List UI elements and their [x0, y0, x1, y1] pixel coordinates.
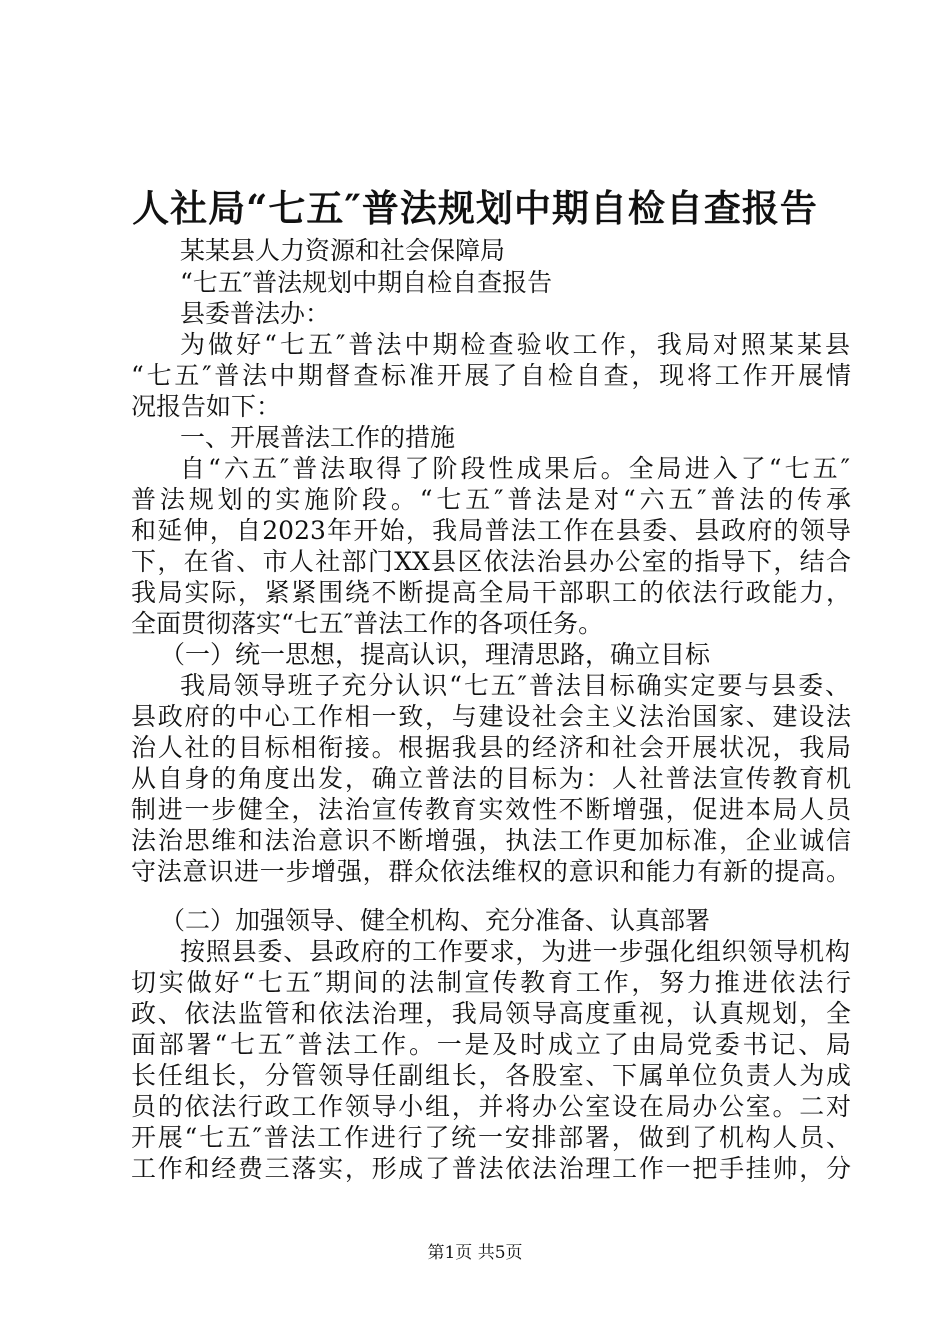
- paragraph-line: “七五″普法中期督查标准开展了自检自查，现将工作开展情: [131, 361, 851, 390]
- paragraph-line: 治人社的目标相衔接。根据我县的经济和社会开展状况，我局: [131, 733, 851, 762]
- paragraph-line: 为做好“七五″普法中期检查验收工作，我局对照某某县: [180, 330, 850, 359]
- paragraph-line: 我局实际，紧紧围绕不断提高全局干部职工的依法行政能力，: [131, 578, 851, 607]
- paragraph-line: 按照县委、县政府的工作要求，为进一步强化组织领导机构: [180, 937, 850, 966]
- section-heading: 一、开展普法工作的措施: [180, 423, 456, 452]
- paragraph-line: 从自身的角度出发，确立普法的目标为：人社普法宣传教育机: [131, 764, 851, 793]
- paragraph-line: 全面贯彻落实“七五″普法工作的各项任务。: [131, 609, 604, 638]
- paragraph-line: 自“六五″普法取得了阶段性成果后。全局进入了“七五″: [180, 454, 850, 483]
- paragraph-line: 切实做好“七五″期间的法制宣传教育工作，努力推进依法行: [131, 968, 851, 997]
- paragraph-line: 我局领导班子充分认识“七五″普法目标确实定要与县委、: [180, 671, 850, 700]
- page-number: 第1页 共5页: [427, 1243, 523, 1263]
- paragraph-line: 长任组长，分管领导任副组长，各股室、下属单位负责人为成: [131, 1061, 851, 1090]
- addressee-line: 县委普法办：: [180, 299, 331, 328]
- paragraph-line: 下，在省、市人社部门XX县区依法治县办公室的指导下，结合: [131, 547, 851, 576]
- document-title: 人社局“七五″普法规划中期自检自查报告: [132, 186, 818, 230]
- report-subtitle-line: “七五″普法规划中期自检自查报告: [180, 268, 553, 297]
- paragraph-line: 政、依法监管和依法治理，我局领导高度重视，认真规划，全: [131, 999, 851, 1028]
- subsection-heading: （二）加强领导、健全机构、充分准备、认真部署: [160, 906, 711, 935]
- paragraph-line: 守法意识进一步增强，群众依法维权的意识和能力有新的提高。: [131, 857, 851, 886]
- paragraph-line: 制进一步健全，法治宣传教育实效性不断增强，促进本局人员: [131, 795, 851, 824]
- paragraph-line: 面部署“七五″普法工作。一是及时成立了由局党委书记、局: [131, 1030, 851, 1059]
- paragraph-line: 况报告如下：: [131, 392, 282, 421]
- paragraph-line: 工作和经费三落实，形成了普法依法治理工作一把手挂帅，分: [131, 1154, 851, 1183]
- paragraph-line: 员的依法行政工作领导小组，并将办公室设在局办公室。二对: [131, 1092, 851, 1121]
- paragraph-line: 县政府的中心工作相一致，与建设社会主义法治国家、建设法: [131, 702, 851, 731]
- paragraph-line: 普法规划的实施阶段。“七五″普法是对“六五″普法的传承: [131, 485, 851, 514]
- subsection-heading: （一）统一思想，提高认识，理清思路，确立目标: [160, 640, 711, 669]
- org-name-line: 某某县人力资源和社会保障局: [180, 236, 506, 265]
- paragraph-line: 法治思维和法治意识不断增强，执法工作更加标准，企业诚信: [131, 826, 851, 855]
- paragraph-line: 和延伸，自2023年开始，我局普法工作在县委、县政府的领导: [131, 516, 851, 545]
- paragraph-line: 开展“七五″普法工作进行了统一安排部署，做到了机构人员、: [131, 1123, 851, 1152]
